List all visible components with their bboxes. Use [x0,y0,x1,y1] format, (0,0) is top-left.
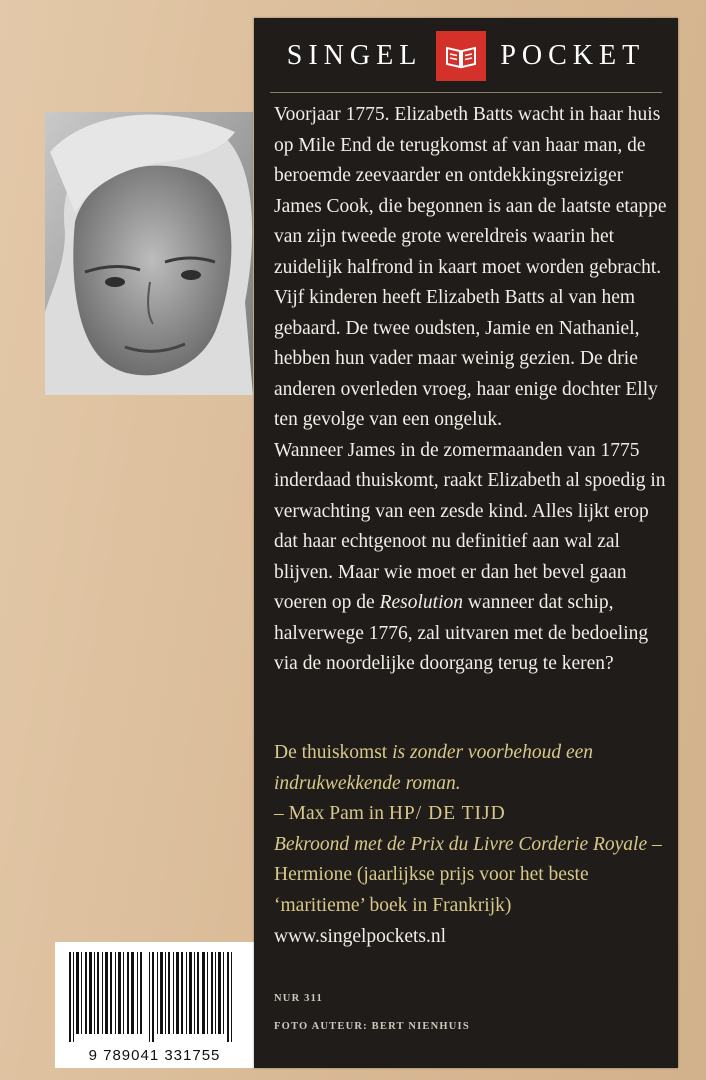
award-detail: – Hermione (jaarlijkse prijs voor het beste ‘maritieme’ boek in Frankrijk) [274,833,662,916]
isbn-number: 9 789041 331755 [88,1047,221,1064]
description-paragraph-2: Vijf kinderen heeft Elizabeth Batts al van hem gebaard. De twee oudsten, Jamie en Nathaniel, hebben hun vader maar weinig gezien. De drie anderen overleden vroeg, haar enige dochter Elly ten gevolge van een ongeluk. [274,287,658,430]
blurb-panel [254,18,678,1068]
photo-credit: FOTO AUTEUR: BERT NIENHUIS [274,1021,470,1032]
author-photo [45,112,253,395]
review-quote [274,738,674,921]
brand-right-word: POCKET [500,40,646,71]
review-book-title: De thuiskomst [274,742,388,763]
publisher-brand [254,26,678,86]
award-name: Bekroond met de Prix du Livre Corderie Royale [274,833,648,855]
review-attribution: – Max Pam in [274,803,384,824]
brand-left-word: SINGEL [286,40,423,71]
review-text: is zonder voorbehoud een indrukwekkende roman. [274,742,594,794]
book-description [274,100,674,680]
publisher-url: www.singelpockets.nl [274,926,447,947]
description-paragraph-3: Wanneer James in de zomermaanden van 1775 inderdaad thuiskomt, raakt Elizabeth al spoedig in verwachting van een zesde kind. Alles lijkt erop dat haar echtgenoot nu definitief aan wal zal blijven. Maar wie moet er dan het bevel gaan voeren op de Resolution wanneer dat schip, halverwege 1776, zal uitvaren met de bedoeling via de noordelijke doorgang terug te keren? [274,439,666,674]
ship-name: Resolution [379,592,464,613]
brand-divider [270,92,662,93]
nur-code: NUR 311 [274,993,323,1004]
isbn-barcode [55,942,254,1068]
open-book-logo-icon [436,31,486,81]
description-paragraph-1: Voorjaar 1775. Elizabeth Batts wacht in haar huis op Mile End de terugkomst af van haar man, de beroemde zeevaarder en ontdekkingsreiziger James Cook, die begonnen is aan de laatste etappe van zijn tweede grote wereldreis waarin het zuidelijk halfrond in kaart moet worden gebracht. [274,104,667,278]
review-source: HP/ DE TIJD [388,803,506,824]
